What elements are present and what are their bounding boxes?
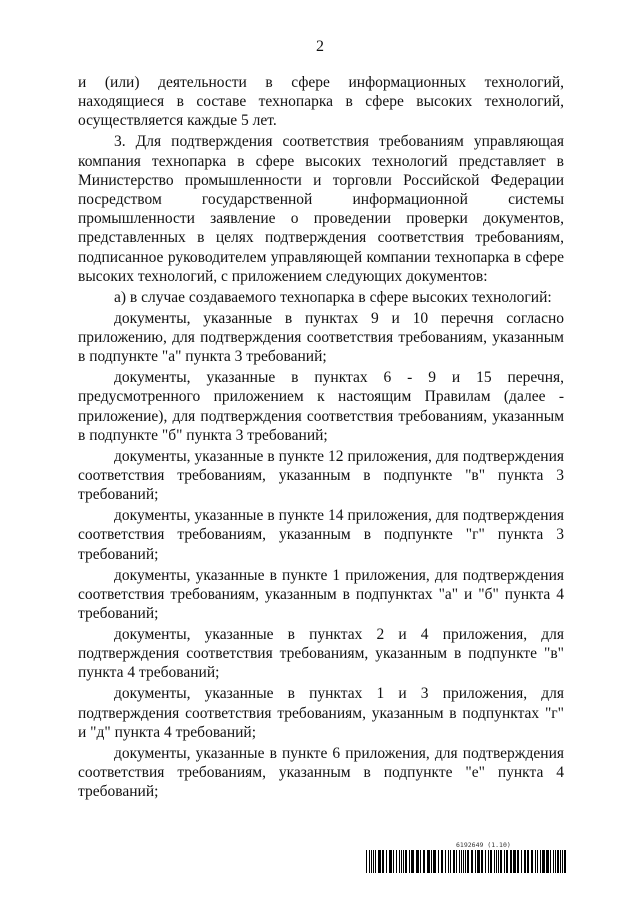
barcode-bar bbox=[490, 850, 492, 873]
barcode-bar bbox=[401, 850, 402, 873]
barcode-bar bbox=[540, 850, 541, 873]
barcode-bar bbox=[527, 850, 529, 873]
barcode-bar bbox=[405, 850, 407, 873]
paragraph-documents: документы, указанные в пунктах 6 - 9 и 15 перечня, предусмотренного приложением к настоящим Правилам (далее - приложение), для подтверждения соответствия требованиям, указанным в подпункте "б" пункта 3 требований; bbox=[78, 369, 564, 444]
barcode-bar bbox=[441, 850, 443, 873]
barcode-bar bbox=[403, 850, 404, 873]
barcode-bar bbox=[564, 850, 566, 873]
paragraph-documents: документы, указанные в пунктах 9 и 10 перечня согласно приложению, для подтверждения соответствия требованиям, указанным в подпункте "а" пункта 3 требований; bbox=[78, 309, 564, 366]
barcode-bar bbox=[481, 850, 483, 873]
barcode-bar bbox=[371, 850, 372, 873]
barcode-bar bbox=[546, 850, 549, 873]
barcode-bar bbox=[553, 850, 554, 873]
paragraph-documents: документы, указанные в пункте 6 приложения, для подтверждения соответствия требованиям, указанным в подпункте "е" пункта 4 требований; bbox=[78, 744, 564, 801]
barcode-bar bbox=[375, 850, 376, 873]
barcode-bar bbox=[427, 850, 430, 873]
barcode-bar bbox=[531, 850, 533, 873]
paragraph-documents: документы, указанные в пунктах 2 и 4 приложения, для подтверждения соответствия требованиям, указанным в подпункте "в" пункта 4 требований; bbox=[78, 626, 564, 682]
barcode-bar bbox=[389, 850, 392, 873]
paragraph-continuation: и (или) деятельности в сфере информационных технологий, находящиеся в составе технопарка в сфере высоких технологий, осуществляется каждые 5 лет. bbox=[78, 74, 564, 130]
barcode-bar bbox=[562, 850, 563, 873]
barcode-bar bbox=[500, 850, 502, 873]
barcode-bar bbox=[459, 850, 460, 873]
paragraph-documents: документы, указанные в пункте 14 приложения, для подтверждения соответствия требованиям, указанным в подпункте "г" пункта 3 требований; bbox=[78, 507, 564, 563]
barcode-bar bbox=[477, 850, 480, 873]
barcode-bar bbox=[510, 850, 512, 873]
barcode-bar bbox=[506, 850, 508, 873]
barcode-bar bbox=[537, 850, 538, 873]
barcode-bar bbox=[496, 850, 497, 873]
barcode-bar bbox=[386, 850, 387, 873]
barcode-bar bbox=[382, 850, 384, 873]
barcode-bar bbox=[373, 850, 374, 873]
barcode-bar bbox=[557, 850, 559, 873]
barcode-bar bbox=[524, 850, 526, 873]
barcode-bar bbox=[456, 850, 457, 873]
barcode-bar bbox=[423, 850, 425, 873]
barcode-bar bbox=[409, 850, 410, 873]
barcode-bar bbox=[416, 850, 419, 873]
barcode-bar bbox=[431, 850, 432, 873]
document-code: 6192649 (1.10) bbox=[456, 841, 511, 849]
barcode-bar bbox=[396, 850, 397, 873]
barcode-bar bbox=[448, 850, 449, 873]
barcode-bar bbox=[461, 850, 462, 873]
barcode-bar bbox=[471, 850, 473, 873]
barcode-bar bbox=[498, 850, 499, 873]
barcode-bar bbox=[475, 850, 476, 873]
paragraph-subitem-a: а) в случае создаваемого технопарка в сфере высоких технологий: bbox=[114, 288, 552, 306]
barcode-bar bbox=[450, 850, 451, 873]
barcode-bar bbox=[555, 850, 556, 873]
paragraph-item-3: 3. Для подтверждения соответствия требованиям управляющая компания технопарка в сфере высоких технологий представляет в Министерство промышленности и торговли Российской Федерации посредством государственной информационной системы промышленности заявление о проведении проверки документов, представленных в целях подтверждения соответствия требованиям, подписанное руководителем управляющей компании технопарка в сфере высоких технологий, с приложением следующих документов: bbox=[78, 133, 564, 285]
barcode-bar bbox=[420, 850, 421, 873]
barcode-bar bbox=[485, 850, 486, 873]
barcode-bar bbox=[438, 850, 439, 873]
barcode-bar bbox=[399, 850, 400, 873]
barcode-bar bbox=[488, 850, 489, 873]
paragraph-documents: документы, указанные в пунктах 1 и 3 приложения, для подтверждения соответствия требованиям, указанным в подпунктах "г" и "д" пункта 4 требований; bbox=[78, 685, 564, 741]
barcode-bar bbox=[467, 850, 469, 873]
barcode-bar bbox=[550, 850, 551, 873]
barcode-bar bbox=[513, 850, 516, 873]
barcode-bar bbox=[517, 850, 519, 873]
document-body bbox=[78, 73, 564, 803]
barcode bbox=[366, 850, 566, 873]
barcode-bar bbox=[369, 850, 370, 873]
barcode-bar bbox=[465, 850, 466, 873]
barcode-bar bbox=[494, 850, 495, 873]
barcode-bar bbox=[433, 850, 436, 873]
barcode-bar bbox=[411, 850, 414, 873]
barcode-bar bbox=[504, 850, 505, 873]
barcode-bar bbox=[521, 850, 522, 873]
barcode-bar bbox=[393, 850, 394, 873]
barcode-bar bbox=[560, 850, 561, 873]
barcode-bar bbox=[535, 850, 536, 873]
barcode-bar bbox=[542, 850, 545, 873]
barcode-bar bbox=[453, 850, 455, 873]
barcode-bar bbox=[378, 850, 381, 873]
barcode-bar bbox=[445, 850, 446, 873]
barcode-bar bbox=[366, 850, 367, 873]
paragraph-documents: документы, указанные в пункте 12 приложения, для подтверждения соответствия требованиям, указанным в подпункте "в" пункта 3 требований; bbox=[78, 447, 564, 504]
paragraph-documents: документы, указанные в пункте 1 приложения, для подтверждения соответствия требованиям, указанным в подпунктах "а" и "б" пункта 4 требований; bbox=[78, 566, 564, 623]
barcode-bar bbox=[463, 850, 464, 873]
page-number: 2 bbox=[316, 38, 324, 55]
